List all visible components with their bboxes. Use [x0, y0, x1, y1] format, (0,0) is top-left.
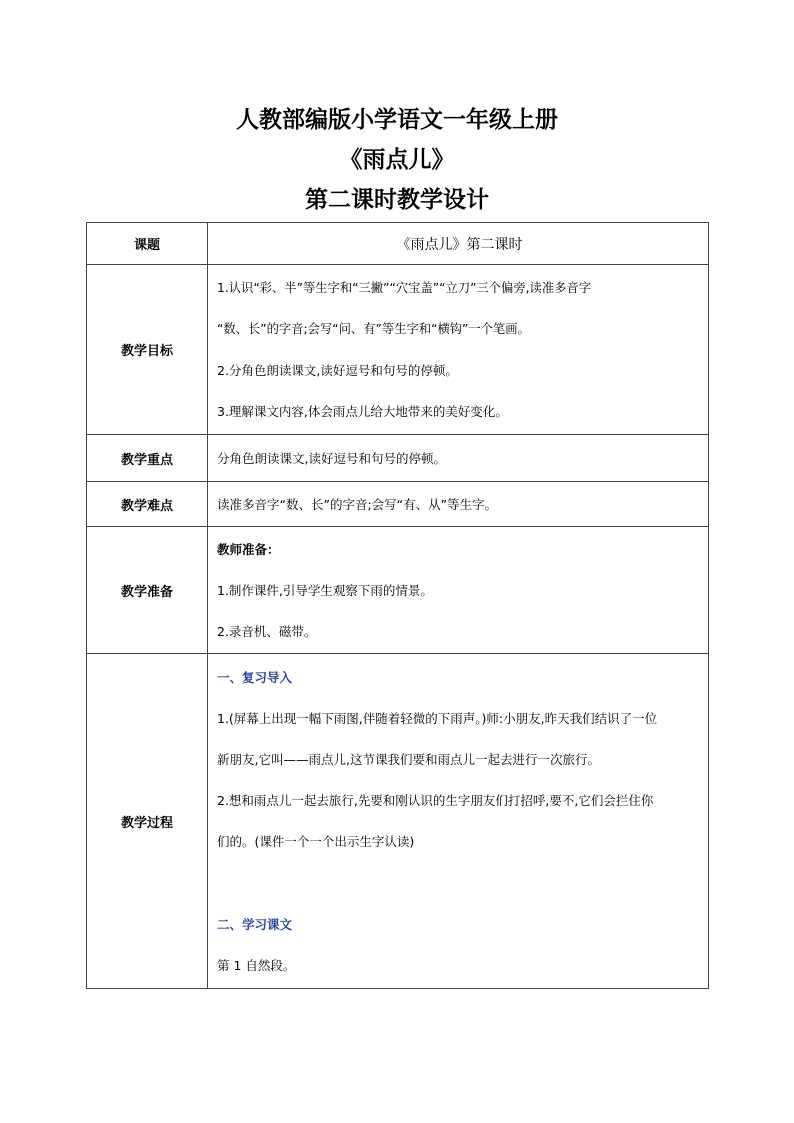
- label-goals: 教学目标: [87, 265, 208, 435]
- prep-line: 2.录音机、磁带。: [217, 623, 317, 639]
- label-difficulty: 教学难点: [87, 482, 208, 527]
- row-key: [87, 435, 709, 482]
- prep-heading: 教师准备：: [217, 541, 280, 557]
- process-line: 1.(屏幕上出现一幅下雨图,伴随着轻微的下雨声。)师:小朋友,昨天我们结识了一位: [217, 710, 658, 726]
- value-topic: 《雨点儿》第二课时: [208, 223, 709, 265]
- label-process: 教学过程: [87, 654, 208, 989]
- row-topic: [87, 223, 709, 265]
- row-process: [87, 654, 709, 989]
- value-process: [208, 654, 709, 989]
- section-heading: 一、复习导入: [217, 669, 293, 685]
- process-line: 们的。(课件一个一个出示生字认读): [217, 833, 415, 849]
- row-goals: [87, 265, 709, 435]
- label-topic: 课题: [87, 223, 208, 265]
- process-line: 新朋友,它叫——雨点儿,这节课我们要和雨点儿一起去进行一次旅行。: [217, 751, 600, 767]
- blank-space: [217, 862, 702, 904]
- row-difficulty: [87, 482, 709, 527]
- value-goals: [208, 265, 709, 435]
- difficulty-text: 读准多音字“数、长”的字音;会写“有、从”等生字。: [217, 496, 498, 512]
- goal-line: 1.认识“彩、半”等生字和“三撇”“穴宝盖”“立刀”三个偏旁,读准多音字: [217, 280, 592, 295]
- process-line: 第 1 自然段。: [217, 957, 296, 973]
- goal-line: 2.分角色朗读课文,读好逗号和句号的停顿。: [217, 362, 458, 378]
- goal-line: “数、长”的字音;会写“问、有”等生字和“横钩”一个笔画。: [217, 321, 530, 336]
- value-prep: [208, 527, 709, 654]
- title-line-1: 人教部编版小学语文一年级上册: [236, 107, 558, 133]
- title-line-3: 第二课时教学设计: [305, 187, 489, 213]
- value-key: [208, 435, 709, 482]
- value-difficulty: [208, 482, 709, 527]
- document-title: [0, 100, 794, 220]
- row-prep: [87, 527, 709, 654]
- goal-line: 3.理解课文内容,体会雨点儿给大地带来的美好变化。: [217, 403, 508, 419]
- key-text: 分角色朗读课文,读好逗号和句号的停顿。: [217, 450, 446, 466]
- label-key: 教学重点: [87, 435, 208, 482]
- title-line-2: 《雨点儿》: [339, 147, 455, 173]
- lesson-plan-table: [86, 222, 709, 989]
- section-heading: 二、学习课文: [217, 916, 293, 932]
- process-line: 2.想和雨点儿一起去旅行,先要和刚认识的生字朋友们打招呼,要不,它们会拦住你: [217, 792, 654, 808]
- label-prep: 教学准备: [87, 527, 208, 654]
- prep-line: 1.制作课件,引导学生观察下雨的情景。: [217, 582, 433, 598]
